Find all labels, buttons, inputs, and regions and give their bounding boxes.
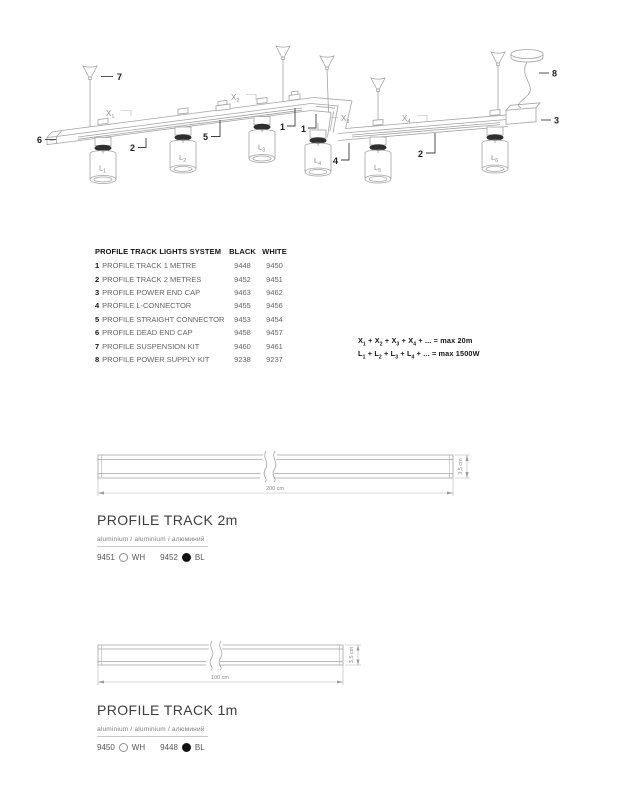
part-number: 6 xyxy=(95,328,100,338)
code-black: 9238 xyxy=(234,354,251,364)
table-row xyxy=(95,353,293,366)
part-name: 3 PROFILE POWER END CAP xyxy=(95,287,201,297)
table-row xyxy=(95,326,293,339)
variant-code-white: 9451 xyxy=(97,553,115,562)
track-joint-piece xyxy=(289,91,300,101)
materials-label-2m: aluminium / aluminium / алюминий xyxy=(97,536,208,547)
length-label-2m: 200 cm xyxy=(265,486,285,492)
straight-connector-piece xyxy=(216,100,230,111)
part-number: 5 xyxy=(95,314,100,324)
x2-label: $X_2$ xyxy=(231,93,240,104)
code-black: 9453 xyxy=(234,314,251,324)
part-number: 7 xyxy=(95,341,100,351)
power-supply-kit-piece xyxy=(511,50,543,109)
lamp-label-3: $L_3$ xyxy=(258,142,266,154)
spotlight-4 xyxy=(305,123,331,176)
x3-label: $X_3$ xyxy=(341,114,350,125)
max-length-formula: $X_1 + X_2 + X_3 + X_4$ + ... = max 20m xyxy=(358,336,473,348)
profile-track-1m-drawing xyxy=(98,641,361,685)
x4-label: $X_4$ xyxy=(402,114,411,125)
track-run-2 xyxy=(338,115,508,141)
height-dimension-1m xyxy=(345,645,361,665)
lamp-label-4: $L_4$ xyxy=(314,156,322,167)
part-number: 1 xyxy=(95,261,100,271)
lamp-label-6: $L_6$ xyxy=(491,153,499,164)
part-number: 2 xyxy=(95,274,100,284)
table-row xyxy=(95,286,293,299)
product-title-1m: PROFILE TRACK 1m xyxy=(97,702,238,718)
code-black: 9460 xyxy=(234,341,251,351)
column-header-white: WHITE xyxy=(262,247,287,256)
profile-track-2m-drawing xyxy=(98,451,470,496)
variant-finish-black: BL xyxy=(194,553,205,562)
table-title: PROFILE TRACK LIGHTS SYSTEM xyxy=(95,247,222,256)
break-mark-2m xyxy=(260,451,278,482)
variant-list-2m xyxy=(97,553,238,562)
callout-track-2m-right: 2 xyxy=(418,149,424,159)
product-block-1m xyxy=(97,702,238,752)
lamp-label-2: $L_2$ xyxy=(179,153,187,164)
variant-code-black: 9448 xyxy=(160,743,178,752)
callout-power-end-cap: 3 xyxy=(554,115,560,126)
callout-track-2m-left: 2 xyxy=(130,143,136,153)
product-title-2m: PROFILE TRACK 2m xyxy=(97,512,238,528)
variant-list-1m xyxy=(97,743,238,752)
callout-suspension-kit: 7 xyxy=(117,72,123,82)
table-row xyxy=(95,259,293,272)
code-white: 9454 xyxy=(266,314,283,324)
part-name: 6 PROFILE DEAD END CAP xyxy=(95,328,193,338)
black-swatch-icon xyxy=(182,553,191,562)
part-name: 2 PROFILE TRACK 2 METRES xyxy=(95,274,202,284)
lamp-label-5: $L_5$ xyxy=(374,163,382,174)
part-name: 4 PROFILE L-CONNECTOR xyxy=(95,301,192,311)
part-name: 8 PROFILE POWER SUPPLY KIT xyxy=(95,354,210,364)
materials-label-1m: aluminium / aluminium / алюминий xyxy=(97,726,208,737)
part-number: 3 xyxy=(95,287,100,297)
callout-l-connector: 4 xyxy=(333,156,339,166)
constraint-formulas xyxy=(358,336,480,362)
height-label-1m: 3,5 cm xyxy=(349,646,355,664)
code-white: 9237 xyxy=(266,354,283,364)
table-row xyxy=(95,299,293,312)
column-header-black: BLACK xyxy=(229,247,256,256)
callout-track-1m-b: 1 xyxy=(301,124,307,134)
code-white: 9461 xyxy=(266,341,283,351)
code-white: 9451 xyxy=(266,274,283,284)
suspension-kit-2 xyxy=(276,46,290,102)
table-row xyxy=(95,313,293,326)
callout-power-supply-kit: 8 xyxy=(552,68,558,79)
table-row xyxy=(95,339,293,352)
white-swatch-icon xyxy=(119,743,128,752)
power-end-cap-piece xyxy=(506,103,540,125)
table-header xyxy=(95,244,293,259)
x1-label: $X_1$ xyxy=(106,109,115,120)
code-black: 9455 xyxy=(234,301,251,311)
product-block-2m xyxy=(97,512,238,562)
code-white: 9456 xyxy=(266,301,283,311)
length-dimension-2m xyxy=(98,478,453,496)
variant-finish-black: BL xyxy=(194,743,205,752)
max-power-formula: $L_1 + L_2 + L_3 + L_4$ + ... = max 1500W xyxy=(358,349,480,361)
parts-table xyxy=(95,244,293,366)
code-black: 9458 xyxy=(234,328,251,338)
callout-straight-connector: 5 xyxy=(203,132,209,142)
suspension-kit-1 xyxy=(83,66,97,127)
code-white: 9457 xyxy=(266,328,283,338)
height-label-2m: 3,5 cm xyxy=(458,458,464,475)
code-white: 9450 xyxy=(266,261,283,271)
variant-code-black: 9452 xyxy=(160,553,178,562)
lamp-labels xyxy=(99,143,498,175)
part-number: 4 xyxy=(95,301,100,311)
callout-track-1m-a: 1 xyxy=(280,122,286,132)
black-swatch-icon xyxy=(182,743,191,752)
code-black: 9452 xyxy=(234,274,251,284)
part-name: 7 PROFILE SUSPENSION KIT xyxy=(95,341,200,351)
variant-finish-white: WH xyxy=(131,743,146,752)
code-black: 9448 xyxy=(234,261,251,271)
suspension-kit-4 xyxy=(371,78,385,126)
part-number: 8 xyxy=(95,354,100,364)
suspension-kit-3 xyxy=(320,56,334,112)
lamp-label-1: $L_1$ xyxy=(99,163,107,175)
code-white: 9462 xyxy=(266,287,283,297)
suspension-kit-5 xyxy=(491,52,505,116)
white-swatch-icon xyxy=(119,553,128,562)
variant-code-white: 9450 xyxy=(97,743,115,752)
part-name: 5 PROFILE STRAIGHT CONNECTOR xyxy=(95,314,225,324)
length-label-1m: 100 cm xyxy=(210,675,230,681)
part-name: 1 PROFILE TRACK 1 METRE xyxy=(95,261,197,271)
height-dimension-2m xyxy=(455,455,470,478)
table-row xyxy=(95,272,293,285)
track-system-diagram xyxy=(37,46,559,184)
length-dimension-1m xyxy=(98,665,343,685)
variant-finish-white: WH xyxy=(131,553,146,562)
code-black: 9463 xyxy=(234,287,251,297)
suspension-kits xyxy=(83,46,505,127)
callout-dead-end-cap: 6 xyxy=(37,135,43,145)
